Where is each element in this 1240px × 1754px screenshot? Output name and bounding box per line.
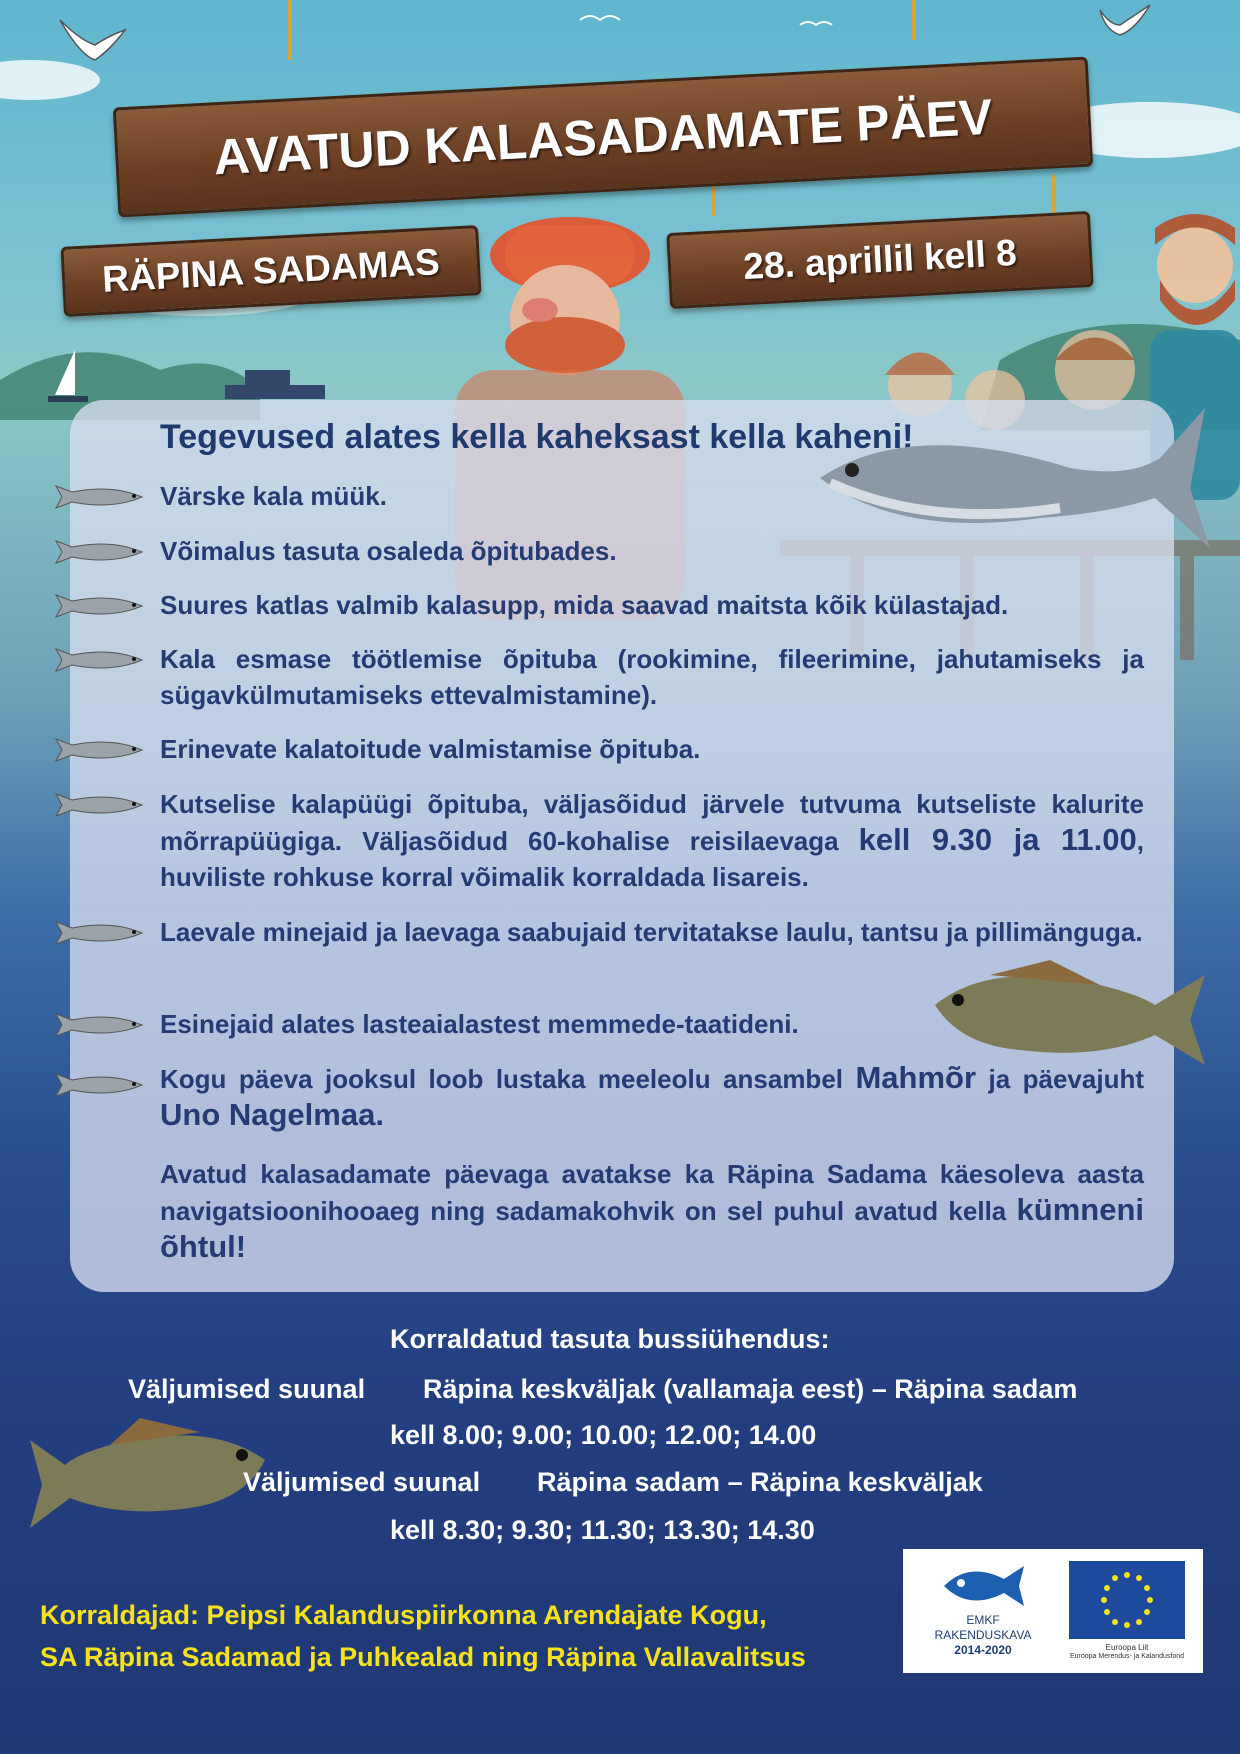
eu-flag-icon: [1069, 1561, 1185, 1639]
activity-text: Kutselise kalapüügi õpituba, väljasõidud järvele tutvuma kutseliste kalurite mõrrapüügiga. Väljasõidud 60-kohalise reisilaevaga: [160, 789, 1144, 856]
activity-item-music: [160, 1060, 1144, 1134]
location-label: RÄPINA SADAMAS: [101, 241, 441, 300]
bus-title: Korraldatud tasuta bussiühendus:: [390, 1324, 830, 1354]
main-title: AVATUD KALASADAMATE PÄEV: [212, 88, 994, 186]
band-name: Mahmõr: [855, 1060, 977, 1095]
fish-bullet-icon: [52, 1072, 144, 1098]
date-time-label: 28. aprillil kell 8: [742, 231, 1018, 288]
rope-left: [288, 0, 292, 60]
activities-title: Tegevused alates kella kaheksast kella kaheni!: [160, 418, 914, 456]
organizers-line-1: Korraldajad: Peipsi Kalanduspiirkonna Arendajate Kogu,: [40, 1600, 767, 1630]
route1-label: Väljumised suunal: [128, 1374, 366, 1404]
seagull-icon: [60, 5, 1150, 60]
fish-bullet-icon: [52, 593, 144, 619]
emkf-label: EMKF: [966, 1613, 1000, 1627]
emkf-subtitle: RAKENDUSKAVA: [934, 1628, 1032, 1642]
route1-destination: Räpina keskväljak (vallamaja eest) – Räpina sadam: [423, 1374, 1078, 1404]
activity-text: Kogu päeva jooksul loob lustaka meeleolu ansambel: [160, 1064, 856, 1094]
fish-bullet-icon: [52, 647, 144, 673]
emkf-fish-logo-icon: [939, 1561, 1029, 1611]
route2-destination: Räpina sadam – Räpina keskväljak: [537, 1467, 983, 1497]
fish-bullet-icon: [52, 737, 144, 763]
fish-bullet-icon: [52, 792, 144, 818]
activity-item: Võimalus tasuta osaleda õpitubades.: [160, 536, 617, 566]
activity-item: Suures katlas valmib kalasupp, mida saavad maitsta kõik külastajad.: [160, 590, 1009, 620]
route1-times: kell 8.00; 9.00; 10.00; 12.00; 14.00: [390, 1420, 817, 1450]
activity-item: Värske kala müük.: [160, 481, 387, 511]
activity-item-boat-trips: [160, 786, 1144, 895]
closing-text: Avatud kalasadamate päevaga avatakse ka Räpina Sadama käesoleva aasta navigatsioonihooaeg ning sadamakohvik on sel puhul avatud kella: [160, 1159, 1144, 1226]
rope-right: [912, 0, 916, 40]
closing-highlight: kümneni õhtul!: [160, 1192, 1144, 1264]
perch-fish-icon-bus: [30, 1410, 270, 1535]
activity-text: ja päevajuht: [976, 1064, 1144, 1094]
organizers-line-2: SA Räpina Sadamad ja Puhkealad ning Räpina Vallavalitsus: [40, 1642, 806, 1672]
funding-logos: [903, 1549, 1203, 1673]
emkf-years: 2014-2020: [954, 1643, 1012, 1657]
activity-item: Esinejaid alates lasteaialastest memmede-taatideni.: [160, 1009, 799, 1039]
rope-date-right: [1052, 175, 1056, 215]
trip-times: kell 9.30 ja 11.00: [858, 822, 1137, 857]
fish-bullet-icon: [52, 1012, 144, 1038]
eu-fund-label: Euroopa Merendus- ja Kalandusfond: [1069, 1653, 1185, 1660]
eu-label: Euroopa Liit: [1105, 1643, 1149, 1652]
host-name: Uno Nagelmaa.: [160, 1097, 384, 1132]
fish-bullet-icon: [52, 484, 144, 510]
activity-item: Erinevate kalatoitude valmistamise õpituba.: [160, 734, 701, 764]
route2-label: Väljumised suunal: [243, 1467, 481, 1497]
activity-text: , huviliste rohkuse korral võimalik korraldada lisareis.: [160, 826, 1144, 892]
closing-paragraph: [160, 1156, 1144, 1266]
activity-item: Laevale minejaid ja laevaga saabujaid tervitatakse laulu, tantsu ja pillimänguga.: [160, 917, 1143, 947]
activity-item: Kala esmase töötlemise õpituba (rookimine, fileerimine, jahutamiseks ja sügavkülmutamiseks ettevalmistamine).: [160, 644, 1144, 710]
route2-times: kell 8.30; 9.30; 11.30; 13.30; 14.30: [390, 1515, 815, 1545]
fish-bullet-icon: [52, 539, 144, 565]
fish-bullet-icon: [52, 920, 144, 946]
